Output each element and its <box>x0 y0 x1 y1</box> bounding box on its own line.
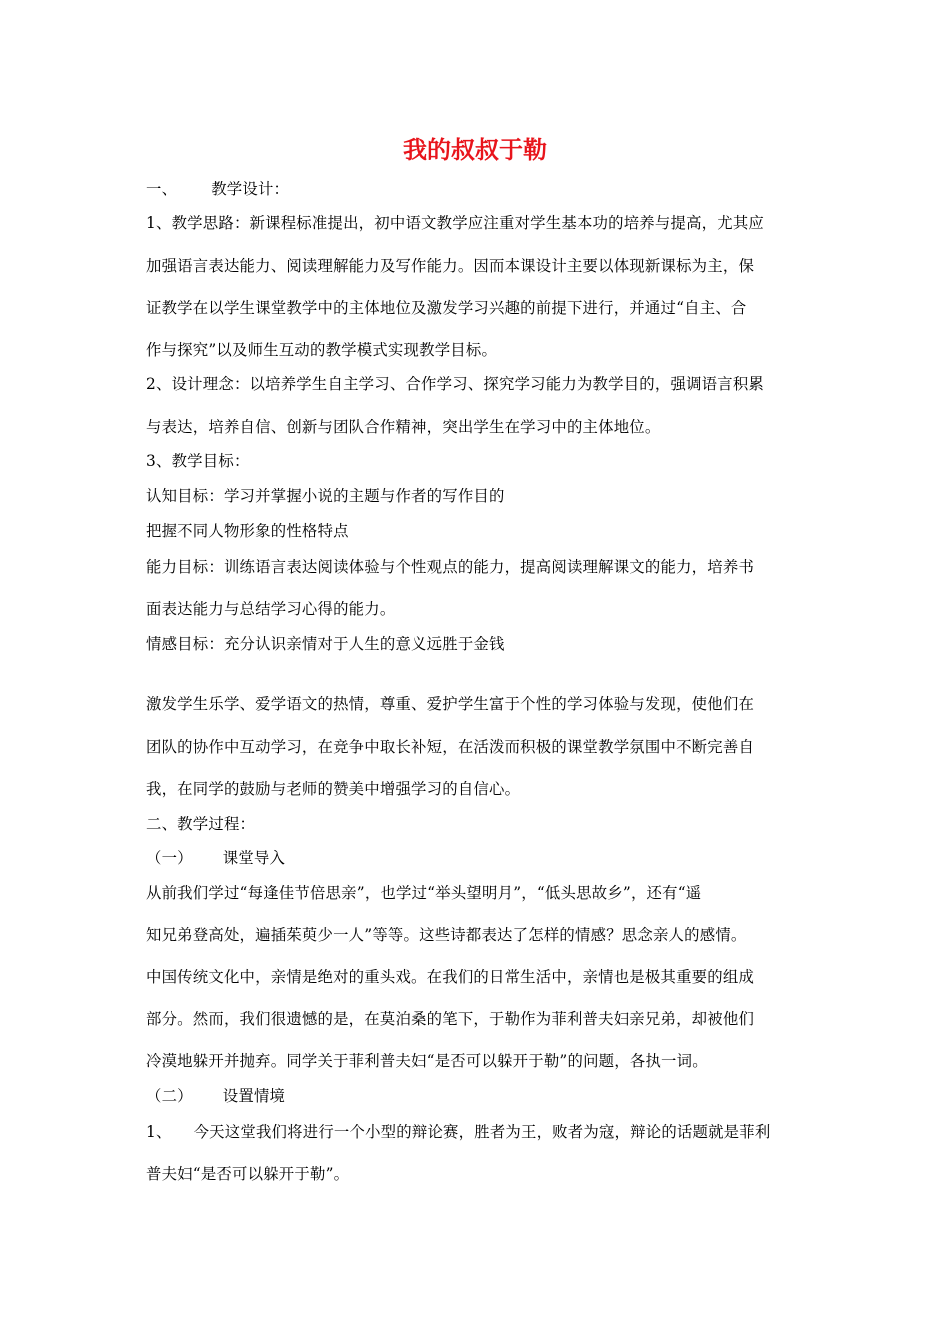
paragraph-line: 中国传统文化中，亲情是绝对的重头戏。在我们的日常生活中，亲情也是极其重要的组成 <box>146 968 755 986</box>
goal-cognitive: 认知目标：学习并掌握小说的主题与作者的写作目的 <box>146 487 505 505</box>
document-title: 我的叔叔于勒 <box>403 136 547 164</box>
section-heading-process: 二、教学过程： <box>146 815 256 833</box>
paragraph-line: 证教学在以学生课堂教学中的主体地位及激发学习兴趣的前提下进行，并通过“自主、合 <box>146 299 747 317</box>
goal-emotion: 情感目标：充分认识亲情对于人生的意义远胜于金钱 <box>146 635 505 653</box>
paragraph-line: 部分。然而，我们很遗憾的是，在莫泊桑的笔下，于勒作为菲利普夫妇亲兄弟，却被他们 <box>146 1010 755 1028</box>
goal-cognitive-continued: 把握不同人物形象的性格特点 <box>146 522 349 540</box>
paragraph-line: 加强语言表达能力、阅读理解能力及写作能力。因而本课设计主要以体现新课标为主，保 <box>146 257 755 275</box>
paragraph-line: 作与探究”以及师生互动的教学模式实现教学目标。 <box>146 341 498 359</box>
paragraph-line: 3、教学目标： <box>146 452 250 470</box>
paragraph-line: 知兄弟登高处，遍插茱萸少一人”等等。这些诗都表达了怎样的情感？思念亲人的感情。 <box>146 926 747 944</box>
goal-ability: 能力目标：训练语言表达阅读体验与个性观点的能力，提高阅读理解课文的能力，培养书 <box>146 558 755 576</box>
paragraph-line <box>146 1121 816 1143</box>
paragraph-line: 从前我们学过“每逢佳节倍思亲”，也学过“举头望明月”，“低头思故乡”，还有“遥 <box>146 884 702 902</box>
subsection-number: （二） <box>146 1087 193 1105</box>
subsection-text: 设置情境 <box>222 1087 286 1105</box>
goal-ability: 面表达能力与总结学习心得的能力。 <box>146 600 396 618</box>
paragraph-line: 2、设计理念：以培养学生自主学习、合作学习、探究学习能力为教学目的，强调语言积累 <box>146 375 765 393</box>
item-text: 今天这堂我们将进行一个小型的辩论赛，胜者为王，败者为寇，辩论的话题就是菲利 <box>193 1123 771 1141</box>
paragraph-line: 普夫妇“是否可以躲开于勒”。 <box>146 1165 350 1183</box>
paragraph-line: 团队的协作中互动学习，在竞争中取长补短，在活泼而积极的课堂教学氛围中不断完善自 <box>146 738 755 756</box>
heading-number: 一、 <box>146 180 178 198</box>
paragraph-line: 冷漠地躲开并抛弃。同学关于菲利普夫妇“是否可以躲开于勒”的问题，各执一词。 <box>146 1052 708 1070</box>
subsection-text: 课堂导入 <box>222 849 286 867</box>
paragraph-line: 激发学生乐学、爱学语文的热情，尊重、爱护学生富于个性的学习体验与发现，使他们在 <box>146 695 755 713</box>
paragraph-line: 1、教学思路：新课程标准提出，初中语文教学应注重对学生基本功的培养与提高，尤其应 <box>146 214 765 232</box>
subsection-number: （一） <box>146 849 193 867</box>
paragraph-line: 与表达，培养自信、创新与团队合作精神，突出学生在学习中的主体地位。 <box>146 418 661 436</box>
section-heading-design <box>146 178 816 200</box>
item-number: 1、 <box>146 1123 172 1141</box>
subsection-heading-scenario <box>146 1085 816 1107</box>
heading-text: 教学设计： <box>211 180 290 198</box>
paragraph-line: 我，在同学的鼓励与老师的赞美中增强学习的自信心。 <box>146 780 521 798</box>
subsection-heading-intro <box>146 847 816 869</box>
